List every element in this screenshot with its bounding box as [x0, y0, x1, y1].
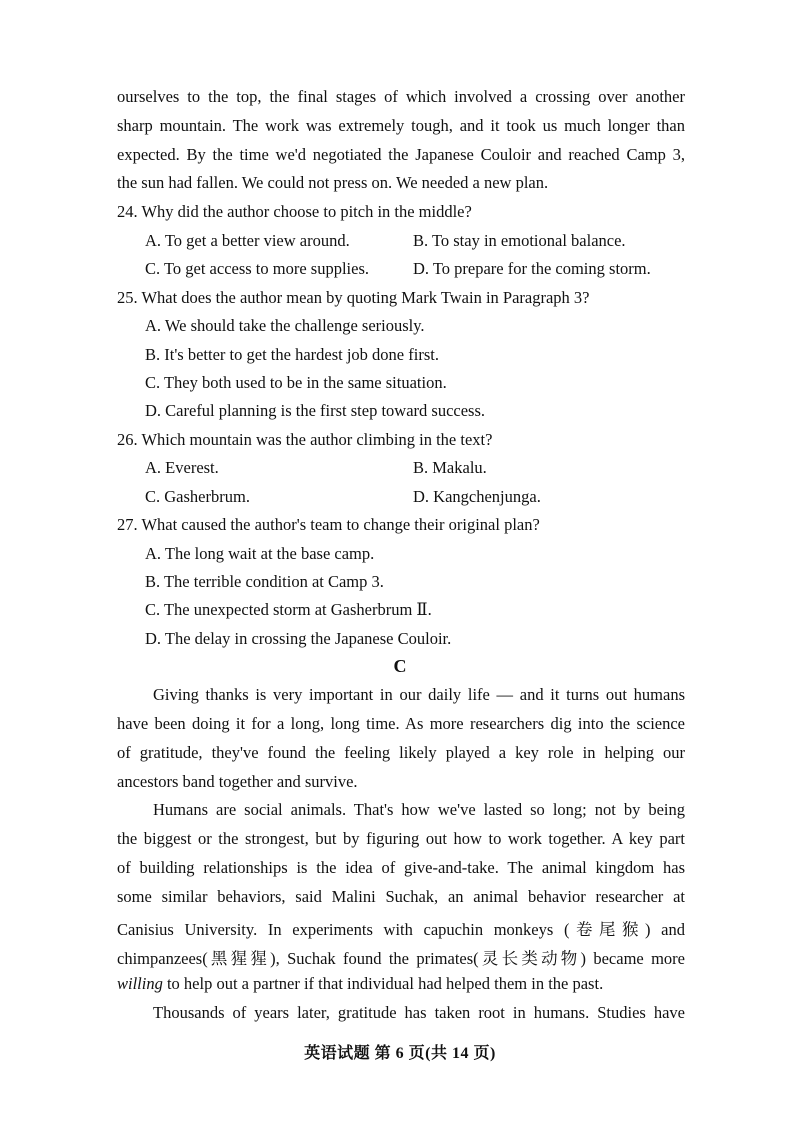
passage-line: expected. By the time we'd negotiated the Japanese Couloir and reached Camp 3,: [117, 145, 685, 164]
question-27-option-c: C. The unexpected storm at Gasherbrum Ⅱ.: [145, 600, 432, 619]
question-26-option-b: B. Makalu.: [413, 458, 487, 477]
question-26-option-c: C. Gasherbrum.: [145, 487, 250, 506]
question-25-option-a: A. We should take the challenge seriously.: [145, 316, 425, 335]
passage-c-line: Thousands of years later, gratitude has taken root in humans. Studies have: [153, 1003, 685, 1022]
question-26-stem: 26. Which mountain was the author climbing in the text?: [117, 430, 493, 449]
passage-c-line: Giving thanks is very important in our daily life — and it turns out humans: [153, 685, 685, 704]
question-25-option-b: B. It's better to get the hardest job done first.: [145, 345, 439, 364]
passage-line: sharp mountain. The work was extremely tough, and it took us much longer than: [117, 116, 685, 135]
passage-c-line: have been doing it for a long, long time. As more researchers dig into the science: [117, 714, 685, 733]
question-24-stem: 24. Why did the author choose to pitch in the middle?: [117, 202, 472, 221]
question-24-option-c: C. To get access to more supplies.: [145, 259, 369, 278]
passage-c-line: of gratitude, they've found the feeling likely played a key role in helping our: [117, 743, 685, 762]
passage-c-line: chimpanzees(黑猩猩), Suchak found the primates(灵长类动物) became more: [117, 949, 685, 968]
section-c-heading: C: [393, 656, 407, 676]
question-24-option-b: B. To stay in emotional balance.: [413, 231, 626, 250]
passage-c-line: of building relationships is the idea of give-and-take. The animal kingdom has: [117, 858, 685, 877]
question-27-option-b: B. The terrible condition at Camp 3.: [145, 572, 384, 591]
question-26-option-a: A. Everest.: [145, 458, 219, 477]
italic-word: willing: [117, 974, 163, 993]
question-27-option-a: A. The long wait at the base camp.: [145, 544, 375, 563]
question-25-option-c: C. They both used to be in the same situation.: [145, 373, 447, 392]
page-footer: 英语试题 第 6 页(共 14 页): [304, 1045, 496, 1062]
passage-c-line: some similar behaviors, said Malini Suchak, an animal behavior researcher at: [117, 887, 685, 906]
passage-c-line: ancestors band together and survive.: [117, 772, 358, 791]
passage-c-line: the biggest or the strongest, but by figuring out how to work together. A key part: [117, 829, 685, 848]
passage-c-line: Humans are social animals. That's how we've lasted so long; not by being: [153, 800, 685, 819]
passage-line: ourselves to the top, the final stages of which involved a crossing over another: [117, 87, 685, 106]
question-26-option-d: D. Kangchenjunga.: [413, 487, 541, 506]
question-25-option-d: D. Careful planning is the first step toward success.: [145, 401, 486, 420]
passage-c-line: Canisius University. In experiments with capuchin monkeys (卷尾猴) and: [117, 920, 685, 939]
question-27-stem: 27. What caused the author's team to change their original plan?: [117, 515, 540, 534]
question-25-stem: 25. What does the author mean by quoting Mark Twain in Paragraph 3?: [117, 288, 590, 307]
question-24-option-d: D. To prepare for the coming storm.: [413, 259, 651, 278]
passage-line: the sun had fallen. We could not press on. We needed a new plan.: [117, 173, 549, 192]
question-24-option-a: A. To get a better view around.: [145, 231, 350, 250]
passage-c-line: [117, 974, 603, 994]
passage-c-line-rest: to help out a partner if that individual had helped them in the past.: [162, 974, 604, 993]
question-27-option-d: D. The delay in crossing the Japanese Couloir.: [145, 629, 452, 648]
